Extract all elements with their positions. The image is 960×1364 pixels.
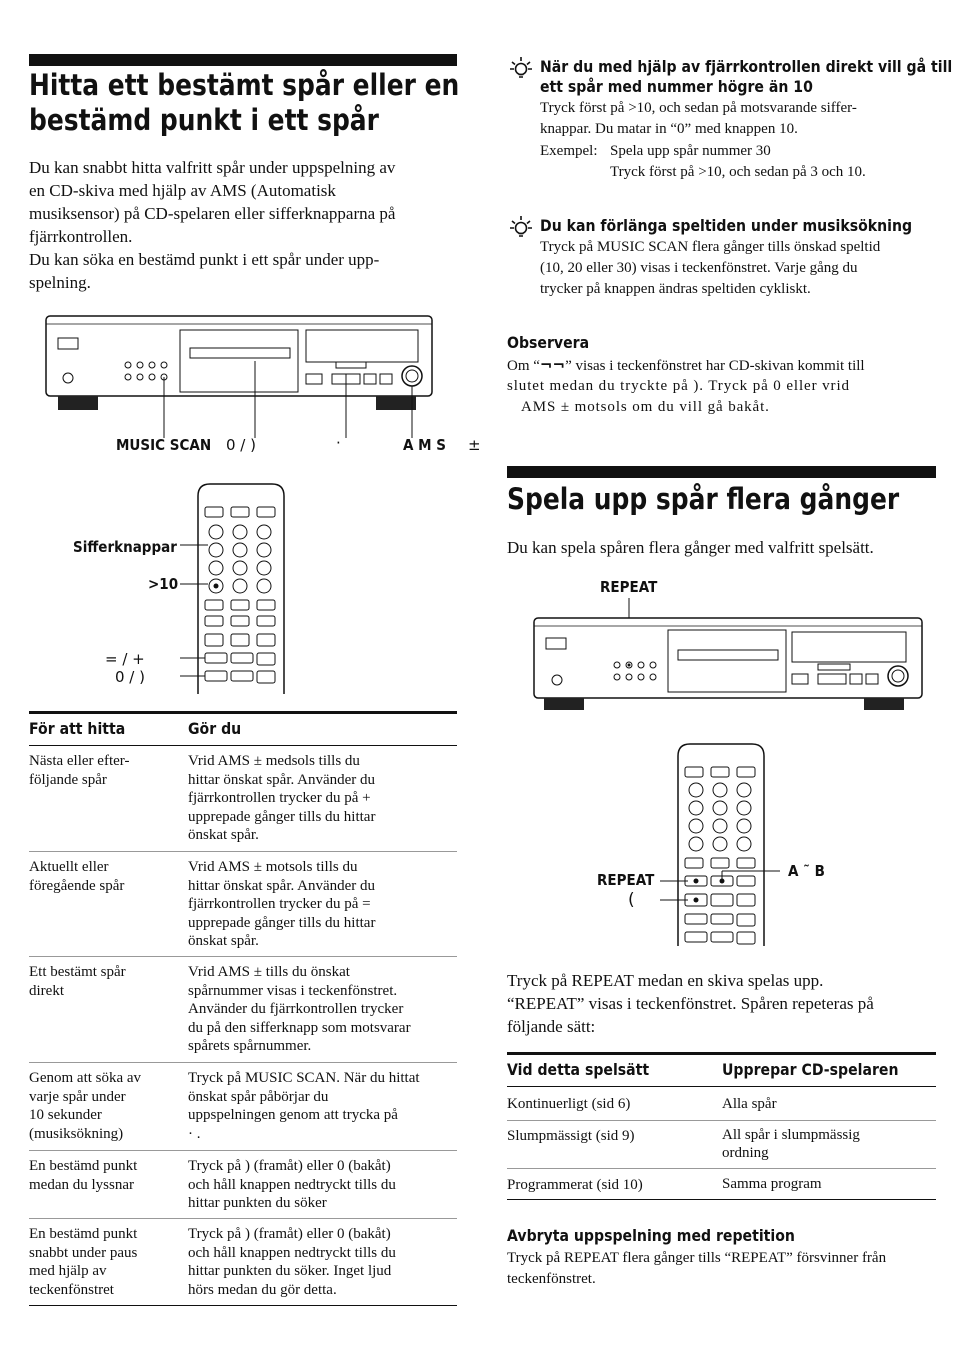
left-row-condition-line: Aktuellt eller <box>29 859 109 875</box>
left-title-line2: bestämd punkt i ett spår <box>29 103 379 137</box>
left-row-action-line: och håll knappen nedtryckt tills du <box>188 1176 396 1193</box>
left-row-condition-line: 10 sekunder <box>29 1107 102 1123</box>
left-row-condition-line: En bestämd punkt <box>29 1226 138 1242</box>
right-table-header-col1: Vid detta spelsätt <box>507 1060 650 1079</box>
label-gt10: >10 <box>148 575 179 593</box>
left-row-condition <box>29 1069 141 1143</box>
tip2-line: (10, 20 eller 30) visas i teckenfönstret. Varje gång du <box>540 260 858 276</box>
left-row-action-line: Tryck på ) (framåt) eller 0 (bakåt) <box>188 1158 391 1174</box>
intro-line: Du kan snabbt hitta valfritt spår under uppspelning av <box>29 158 396 177</box>
left-table-header-rule <box>29 745 457 746</box>
label-eq-plus: = / + <box>105 650 145 668</box>
left-row-condition-line: snabbt under paus <box>29 1244 138 1261</box>
right-row-b-line: ordning <box>722 1145 769 1161</box>
right-row-a: Kontinuerligt (sid 6) <box>507 1096 631 1112</box>
remote-illustration-left <box>180 480 290 694</box>
left-row-condition-line: Genom att söka av <box>29 1070 142 1086</box>
note-line3: AMS ± motsols om du vill gå bakåt. <box>521 399 770 415</box>
label-sifferknappar: Sifferknappar <box>73 538 177 556</box>
cancel-title: Avbryta uppspelning med repetition <box>507 1226 795 1245</box>
left-row-rule <box>29 1218 457 1219</box>
label-music-scan: MUSIC SCAN <box>116 436 212 454</box>
left-row-rule <box>29 1062 457 1063</box>
left-row-action <box>188 752 375 845</box>
right-table-header-rule <box>507 1086 936 1087</box>
para-line: följande sätt: <box>507 1017 596 1036</box>
intro-line: en CD-skiva med hjälp av AMS (Automatisk <box>29 181 336 200</box>
left-row-rule <box>29 956 457 957</box>
left-row-action-line: fjärrkontrollen trycker du på = <box>188 896 371 912</box>
intro-line: Du kan söka en bestämd punkt i ett spår under upp- <box>29 250 380 269</box>
left-row-action-line: upprepade gånger tills du hittar <box>188 808 376 825</box>
left-intro <box>29 156 459 294</box>
right-row-b <box>722 1126 860 1162</box>
left-table-top-rule <box>29 711 457 714</box>
tip2-line: Tryck på MUSIC SCAN flera gånger tills önskad speltid <box>540 239 881 255</box>
left-row-action-line: uppspelningen genom att trycka på <box>188 1107 398 1123</box>
note-line1 <box>507 355 865 377</box>
right-table-header-col2: Upprepar CD-spelaren <box>722 1060 899 1079</box>
right-title: Spela upp spår flera gånger <box>507 482 900 516</box>
left-row-condition-line: Ett bestämt spår <box>29 964 126 980</box>
left-row-condition-line: följande spår <box>29 771 107 788</box>
label-repeat-remote: REPEAT <box>597 871 655 889</box>
tip2-title: Du kan förlänga speltiden under musiksökning <box>540 216 913 235</box>
left-row-condition-line: med hjälp av <box>29 1263 107 1279</box>
note-line2: slutet medan du tryckte på ). Tryck på 0 eller vrid <box>507 378 850 394</box>
cancel-body <box>507 1248 886 1290</box>
left-title-line1: Hitta ett bestämt spår eller en <box>29 68 460 102</box>
left-row-action-line: och håll knappen nedtryckt tills du <box>188 1244 396 1261</box>
left-title-bar <box>29 54 457 66</box>
label-a-b: A ˜ B <box>788 862 825 880</box>
right-row-b-line: All spår i slumpmässig <box>722 1127 860 1143</box>
right-row-a: Programmerat (sid 10) <box>507 1177 643 1193</box>
para-line: Tryck på REPEAT medan en skiva spelas upp. <box>507 971 824 990</box>
tip1-body <box>540 98 857 140</box>
note-title: Observera <box>507 333 590 352</box>
left-row-action-line: spårets spårnummer. <box>188 1038 312 1054</box>
left-row-condition-line: teckenfönstret <box>29 1281 114 1298</box>
left-row-action-line: Vrid AMS ± motsols tills du <box>188 859 358 875</box>
left-row-action-line: Tryck på MUSIC SCAN. När du hittat <box>188 1070 420 1086</box>
tip1-title-line2: ett spår med nummer högre än 10 <box>540 77 813 96</box>
tip-bulb-icon <box>508 54 534 80</box>
right-intro: Du kan spela spåren flera gånger med valfritt spelsätt. <box>507 538 874 557</box>
intro-line: spelning. <box>29 273 91 292</box>
right-table-bottom-rule <box>507 1199 936 1200</box>
left-row-condition-line: direkt <box>29 982 64 999</box>
left-row-action <box>188 1157 396 1213</box>
cd-player-illustration-right <box>530 598 930 714</box>
left-row-action <box>188 858 375 951</box>
left-row-action-line: önskat spår. <box>188 827 259 843</box>
tip1-title-line1: När du med hjälp av fjärrkontrollen direkt vill gå till <box>540 57 953 76</box>
label-plusminus: ± <box>468 436 481 454</box>
left-row-condition <box>29 1225 137 1299</box>
tip2-line: trycker på knappen ändras speltiden cykliskt. <box>540 281 811 297</box>
left-row-action-line: Använder du fjärrkontrollen trycker <box>188 1001 404 1017</box>
right-row-rule <box>507 1120 936 1121</box>
left-row-action-line: önskat spår påbörjar du <box>188 1088 329 1105</box>
tip1-line: Tryck först på >10, och sedan på motsvarande siffer- <box>540 100 857 116</box>
remote-illustration-right <box>660 740 780 946</box>
left-row-rule <box>29 851 457 852</box>
left-row-condition-line: (musiksökning) <box>29 1125 124 1142</box>
left-row-action-line: · . <box>188 1125 201 1142</box>
left-row-condition <box>29 752 129 789</box>
left-row-rule <box>29 1305 457 1306</box>
left-table-header-col1: För att hitta <box>29 719 126 738</box>
note-line1-pre: Om “ <box>507 358 540 374</box>
left-row-action-line: fjärrkontrollen trycker du på + <box>188 790 371 806</box>
label-paren: ( <box>628 890 635 910</box>
right-row-b: Samma program <box>722 1176 822 1192</box>
left-row-action-line: hittar önskat spår. Använder du <box>188 877 376 894</box>
left-row-action-line: hittar punkten du söker. Inget ljud <box>188 1263 392 1279</box>
left-row-action-line: spårnummer visas i teckenfönstret. <box>188 982 398 999</box>
left-row-condition <box>29 858 124 895</box>
tip2-body <box>540 237 880 300</box>
left-row-action-line: Vrid AMS ± medsols tills du <box>188 753 360 769</box>
tip1-example-line1: Spela upp spår nummer 30 <box>610 143 771 159</box>
left-row-condition-line: medan du lyssnar <box>29 1176 134 1193</box>
label-seek: 0 / ) <box>226 436 256 454</box>
left-row-action <box>188 1225 396 1299</box>
left-row-action-line: hittar punkten du söker <box>188 1195 327 1211</box>
left-row-condition-line: Nästa eller efter- <box>29 753 130 769</box>
left-row-rule <box>29 1150 457 1151</box>
right-title-bar <box>507 466 936 478</box>
left-row-condition <box>29 1157 137 1194</box>
left-row-action-line: upprepade gånger tills du hittar <box>188 914 376 931</box>
left-table-header-col2: Gör du <box>188 719 242 738</box>
right-row-rule <box>507 1168 936 1169</box>
left-row-action-line: Tryck på ) (framåt) eller 0 (bakåt) <box>188 1226 391 1242</box>
left-row-action-line: Vrid AMS ± tills du önskat <box>188 964 350 980</box>
tip1-example-line2: Tryck först på >10, och sedan på 3 och 10. <box>610 164 866 180</box>
tip-bulb-icon <box>508 213 534 239</box>
cd-player-illustration-left <box>40 312 440 438</box>
intro-line: fjärrkontrollen. <box>29 227 133 246</box>
tip1-line: knappar. Du matar in “0” med knappen 10. <box>540 121 798 137</box>
right-row-a: Slumpmässigt (sid 9) <box>507 1128 635 1144</box>
left-row-action-line: hörs medan du gör detta. <box>188 1281 337 1298</box>
tip1-example-label: Exempel: <box>540 143 598 159</box>
left-row-condition-line: varje spår under <box>29 1088 126 1105</box>
para-line: “REPEAT” visas i teckenfönstret. Spåren repeteras på <box>507 994 874 1013</box>
left-row-condition-line: En bestämd punkt <box>29 1158 138 1174</box>
display-glyph: ¬¬ <box>539 356 566 374</box>
label-ams: A M S <box>403 436 447 454</box>
note-line1-post: ” visas i teckenfönstret har CD-skivan kommit till <box>565 358 865 374</box>
left-row-action <box>188 1069 420 1143</box>
label-zero-paren: 0 / ) <box>115 668 145 686</box>
left-row-action-line: hittar önskat spår. Använder du <box>188 771 376 788</box>
cancel-line: Tryck på REPEAT flera gånger tills “REPEAT” försvinner från <box>507 1250 887 1266</box>
left-row-condition <box>29 963 126 1000</box>
left-row-action-line: du på den sifferknapp som motsvarar <box>188 1019 411 1036</box>
label-repeat-player: REPEAT <box>600 578 658 596</box>
left-row-condition-line: föregående spår <box>29 877 125 894</box>
left-row-action-line: önskat spår. <box>188 933 259 949</box>
right-table-top-rule <box>507 1052 936 1055</box>
right-row-b: Alla spår <box>722 1096 777 1112</box>
right-para <box>507 969 937 1038</box>
left-row-action <box>188 963 411 1056</box>
cancel-line: teckenfönstret. <box>507 1271 596 1287</box>
label-dot: · <box>336 434 341 452</box>
intro-line: musiksensor) på CD-spelaren eller sifferknapparna på <box>29 204 396 223</box>
